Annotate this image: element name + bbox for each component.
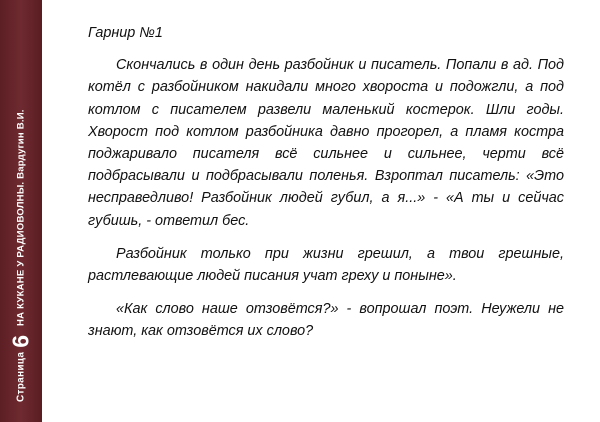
running-title: НА КУКАНЕ У РАДИОВОЛНЫ. Вардугин В.И. <box>15 109 27 326</box>
paragraph-2: Разбойник только при жизни грешил, а твои грешные, растлевающие людей писания учат греху и поныне». <box>88 245 564 285</box>
sidebar-caption <box>7 109 34 402</box>
page-sidebar <box>0 0 42 422</box>
page-number: 6 <box>7 334 34 348</box>
page-label: Страница <box>15 351 26 402</box>
paragraph-3: «Как слово наше отзовётся?» - вопрошал поэт. Неужели не знают, как отзовётся их слово? <box>88 301 564 340</box>
article-heading: Гарнир №1 <box>88 25 163 41</box>
paragraph-1: Скончались в один день разбойник и писатель. Попали в ад. Под котёл с разбойником накидали много хвороста и подожгли, а под котлом с писателем развели маленький костерок. Шли годы. Хворост под котлом разбойника давно прогорел, а пламя костра поджаривало писателя всё сильнее и сильнее, черти всё подбрасывали и подбрасывали поленья. Взроптал писатель: «Это несправедливо! Разбойник людей губил, а я...» - «А ты и сейчас губишь, - ответил бес. <box>88 57 564 229</box>
article-body <box>88 22 564 354</box>
